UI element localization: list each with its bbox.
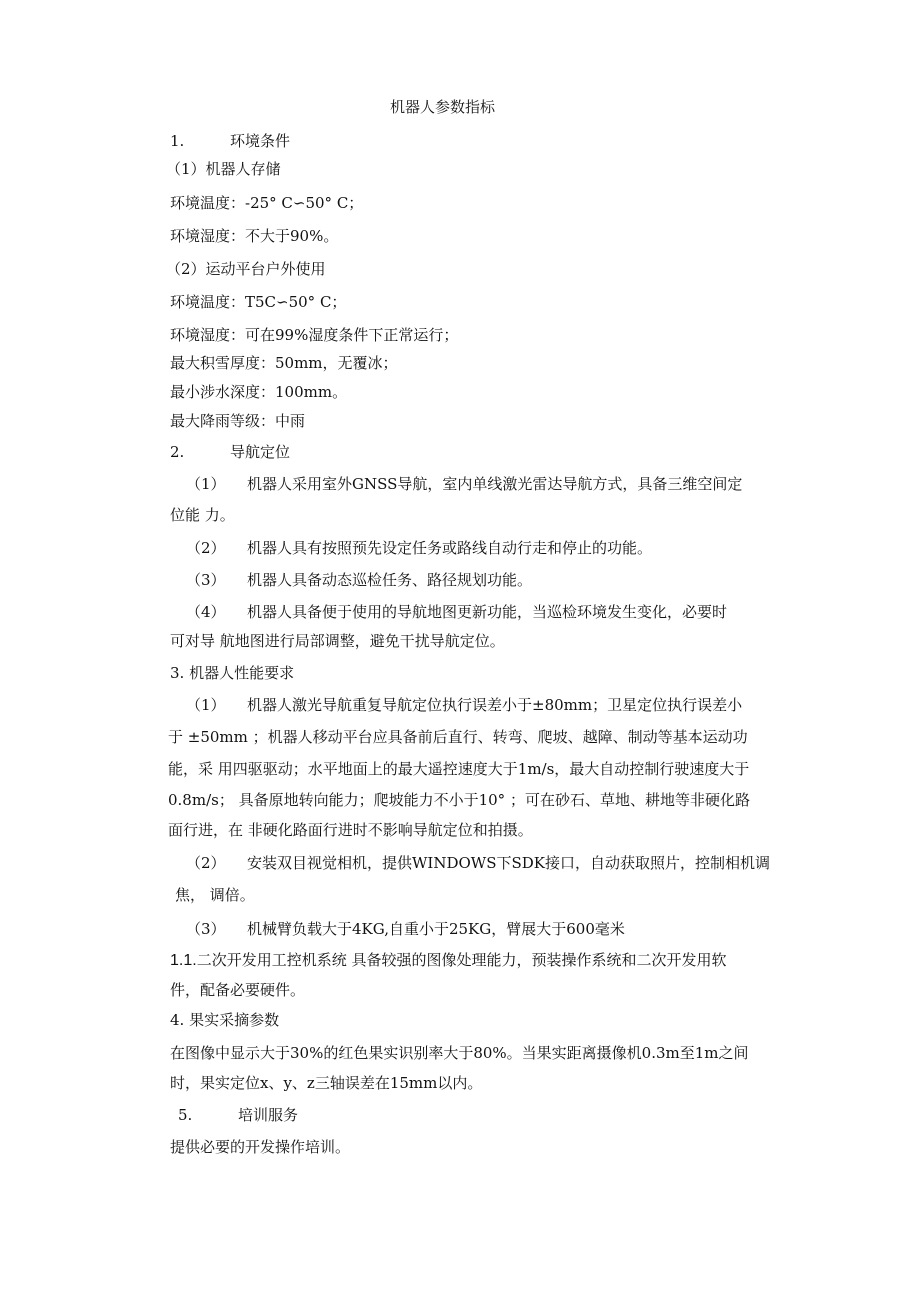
item-number: （3） — [186, 571, 226, 589]
section-number: 5. — [178, 1106, 193, 1124]
section-1-heading — [170, 131, 290, 151]
section-title: 培训服务 — [238, 1106, 299, 1124]
spec-line: 环境温度：T5C∽50° C； — [170, 293, 347, 311]
subheading: （2）运动平台户外使用 — [166, 260, 326, 278]
section-number: 2. — [170, 443, 185, 461]
section-number: 1.1. — [170, 952, 197, 969]
item-text: 机器人具有按照预先设定任务或路线自动行走和停止的功能。 — [247, 539, 653, 557]
spec-line: 最小涉水深度：100mm。 — [170, 383, 348, 401]
spec-line: 最大积雪厚度：50mm，无覆冰； — [170, 354, 398, 372]
item-text: 安装双目视觉相机，提供WINDOWS下SDK接口，自动获取照片，控制相机调 — [247, 854, 770, 872]
section-5-heading — [178, 1105, 298, 1125]
spec-line: 环境湿度：可在99%湿度条件下正常运行； — [170, 326, 459, 344]
section-1-1 — [170, 950, 726, 971]
item-number: （1） — [186, 475, 226, 493]
subheading: （1）机器人存储 — [166, 160, 281, 178]
item-text: 机器人具备动态巡检任务、路径规划功能。 — [247, 571, 533, 589]
section-title: 环境条件 — [230, 132, 291, 150]
spec-line: 最大降雨等级：中雨 — [170, 412, 306, 430]
item-text: 提供必要的开发操作培训。 — [170, 1138, 351, 1156]
item-text: 焦， 调倍。 — [175, 886, 255, 904]
section-3-heading: 3. 机器人性能要求 — [170, 664, 295, 682]
item-text: 机器人采用室外GNSS导航，室内单线激光雷达导航方式，具备三维空间定 — [247, 475, 743, 493]
item-text: 时，果实定位x、y、z三轴误差在15mm以内。 — [170, 1074, 483, 1092]
section-4-heading: 4. 果实采摘参数 — [170, 1011, 280, 1029]
item-number: （4） — [186, 603, 226, 621]
item-text: 在图像中显示大于30%的红色果实识别率大于80%。当果实距离摄像机0.3m至1m之间 — [170, 1044, 749, 1062]
item-text: 位能 力。 — [170, 506, 235, 524]
section-number: 1. — [170, 132, 185, 150]
item-text: 可对导 航地图进行局部调整，避免干扰导航定位。 — [170, 632, 505, 650]
item-text: 面行进，在 非硬化路面行进时不影响导航定位和拍摄。 — [168, 821, 533, 839]
item-text: 0.8m/s； 具备原地转向能力；爬坡能力不小于10° ；可在砂石、草地、耕地等非硬化路 — [168, 791, 750, 809]
section-title: 导航定位 — [230, 443, 291, 461]
item-number: （3） — [186, 920, 226, 938]
item-number: （2） — [186, 539, 226, 557]
item-text: 于 ±50mm ；机器人移动平台应具备前后直行、转弯、爬坡、越障、制动等基本运动功 — [168, 728, 748, 746]
section-2-heading — [170, 442, 290, 462]
item-text: 能，采 用四驱驱动；水平地面上的最大遥控速度大于1m/s，最大自动控制行驶速度大于 — [168, 760, 750, 778]
item-number: （1） — [186, 696, 226, 714]
item-text: 机械臂负载大于4KG,自重小于25KG，臂展大于600毫米 — [247, 920, 625, 938]
item-number: （2） — [186, 854, 226, 872]
page-title: 机器人参数指标 — [390, 98, 496, 116]
spec-line: 环境湿度：不大于90%。 — [170, 227, 339, 245]
spec-line: 环境温度：-25° C∽50° C； — [170, 194, 364, 212]
item-text: 二次开发用工控机系统 具备较强的图像处理能力，预装操作系统和二次开发用软 — [196, 951, 727, 969]
item-text: 机器人具备便于使用的导航地图更新功能，当巡检环境发生变化，必要时 — [247, 603, 728, 621]
item-text: 机器人激光导航重复导航定位执行误差小于±80mm；卫星定位执行误差小 — [247, 696, 743, 714]
item-text: 件，配备必要硬件。 — [170, 981, 306, 999]
